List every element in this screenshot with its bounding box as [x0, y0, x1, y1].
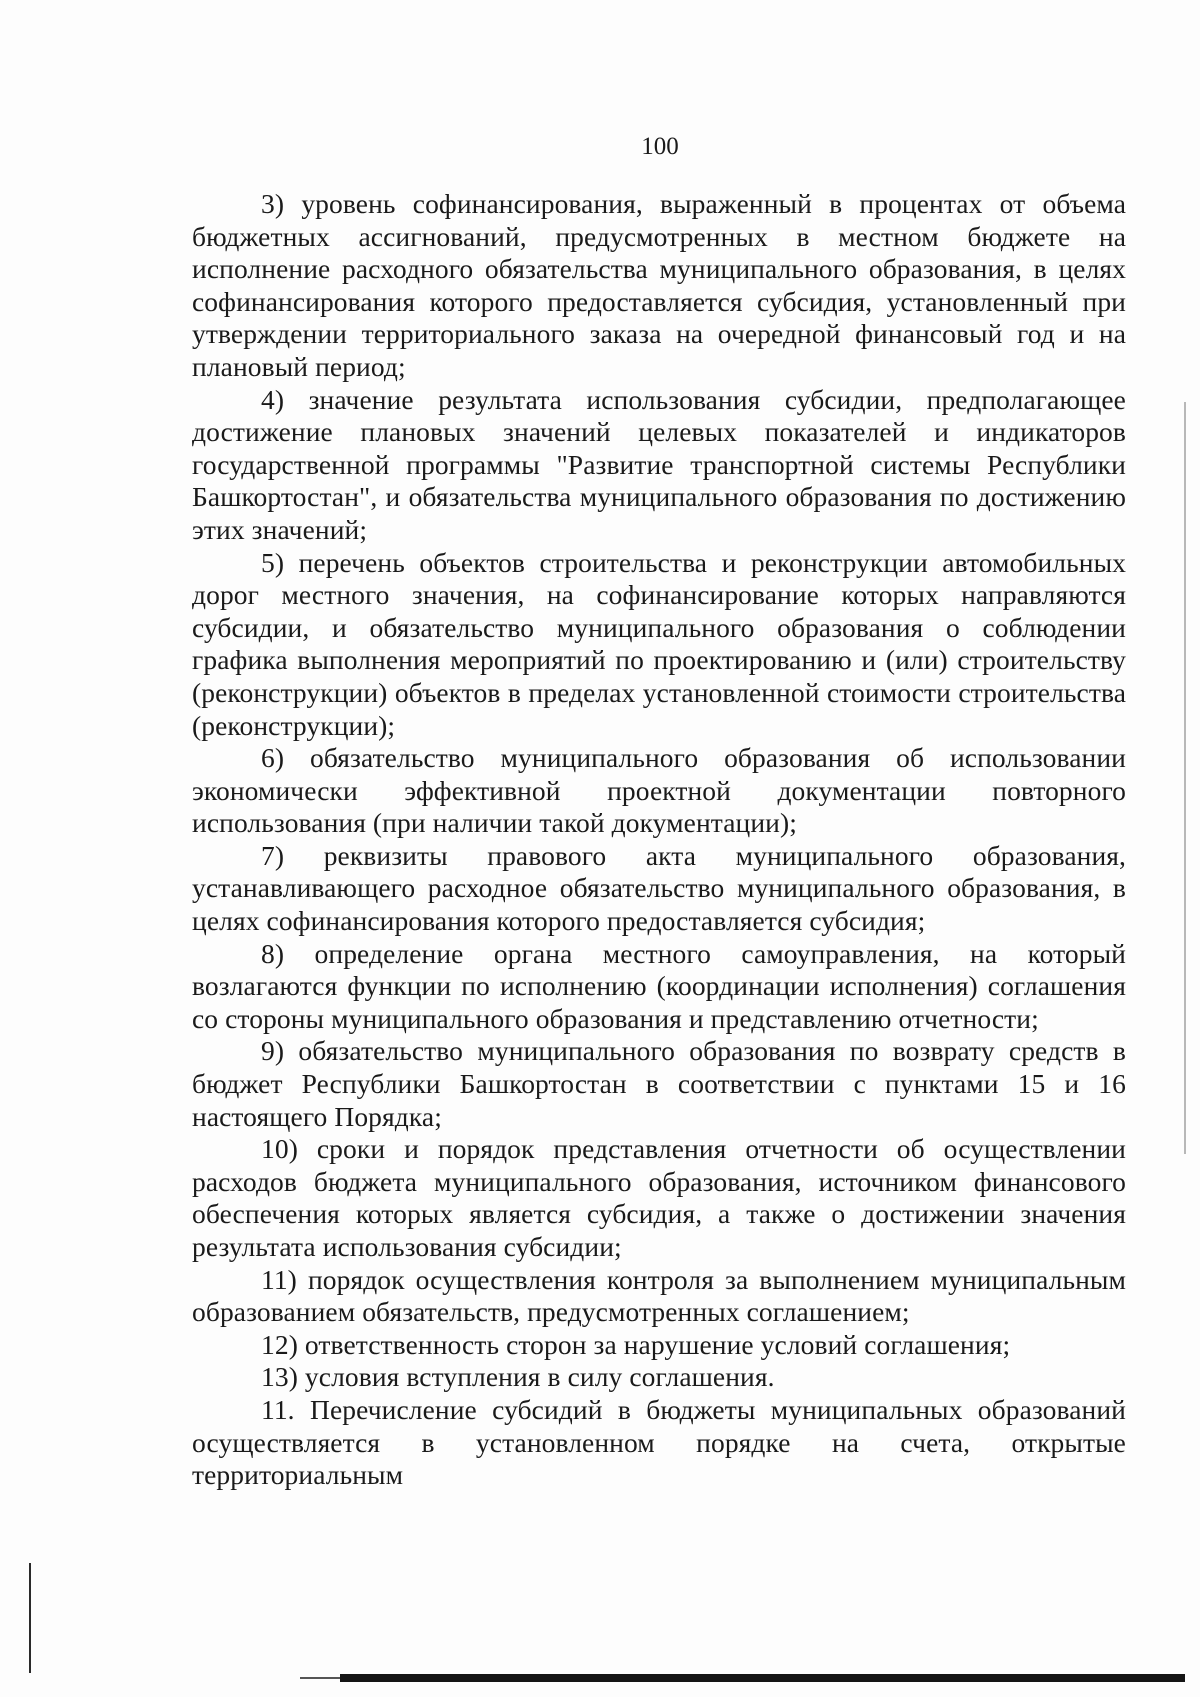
scan-bottom-rule-thin [300, 1677, 340, 1679]
scan-edge-mark-right [1184, 402, 1186, 1154]
paragraph-item-6: 6) обязательство муниципального образования об использовании экономически эффективной проектной документации повторного использования (при наличии такой документации); [192, 742, 1126, 839]
scan-bottom-rule [340, 1674, 1185, 1682]
scan-edge-mark-left [29, 1563, 31, 1673]
paragraph-item-5: 5) перечень объектов строительства и реконструкции автомобильных дорог местного значения, на софинансирование которых направляются субсидии, и обязательство муниципального образования о соблюдении графика выполнения мероприятий по проектированию и (или) строительству (реконструкции) объектов в пределах установленной стоимости строительства (реконструкции); [192, 546, 1126, 741]
paragraph-item-12: 12) ответственность сторон за нарушение условий соглашения; [261, 1328, 1011, 1360]
paragraph-item-8: 8) определение органа местного самоуправления, на который возлагаются функции по исполнению (координации исполнения) соглашения со стороны муниципального образования и представлению отчетности; [192, 937, 1126, 1034]
paragraph-item-9: 9) обязательство муниципального образования по возврату средств в бюджет Республики Башкортостан в соответствии с пунктами 15 и 16 настоящего Порядка; [192, 1035, 1126, 1132]
paragraph-item-3: 3) уровень софинансирования, выраженный в процентах от объема бюджетных ассигнований, предусмотренных в местном бюджете на исполнение расходного обязательства муниципального образования, в целях софинансирования которого предоставляется субсидия, установленный при утверждении территориального заказа на очередной финансовый год и на плановый период; [192, 188, 1126, 382]
paragraph-item-10: 10) сроки и порядок представления отчетности об осуществлении расходов бюджета муниципального образования, источником финансового обеспечения которых является субсидия, а также о достижении значения результата использования субсидии; [192, 1133, 1126, 1262]
paragraph-item-7: 7) реквизиты правового акта муниципального образования, устанавливающего расходное обязательство муниципального образования, в целях софинансирования которого предоставляется субсидия; [192, 839, 1126, 937]
page-number: 100 [641, 133, 679, 160]
document-body [192, 188, 1126, 1492]
section-11-paragraph: 11. Перечисление субсидий в бюджеты муниципальных образований осуществляется в установленном порядке на счета, открытые территориальным [192, 1393, 1126, 1491]
paragraph-item-4: 4) значение результата использования субсидии, предполагающее достижение плановых значений целевых показателей и индикаторов государственной программы "Развитие транспортной системы Республики Башкортостан", и обязательства муниципального образования по достижению этих значений; [192, 383, 1126, 545]
paragraph-item-13: 13) условия вступления в силу соглашения. [261, 1361, 775, 1393]
paragraph-item-11: 11) порядок осуществления контроля за выполнением муниципальным образованием обязательств, предусмотренных соглашением; [192, 1263, 1126, 1328]
